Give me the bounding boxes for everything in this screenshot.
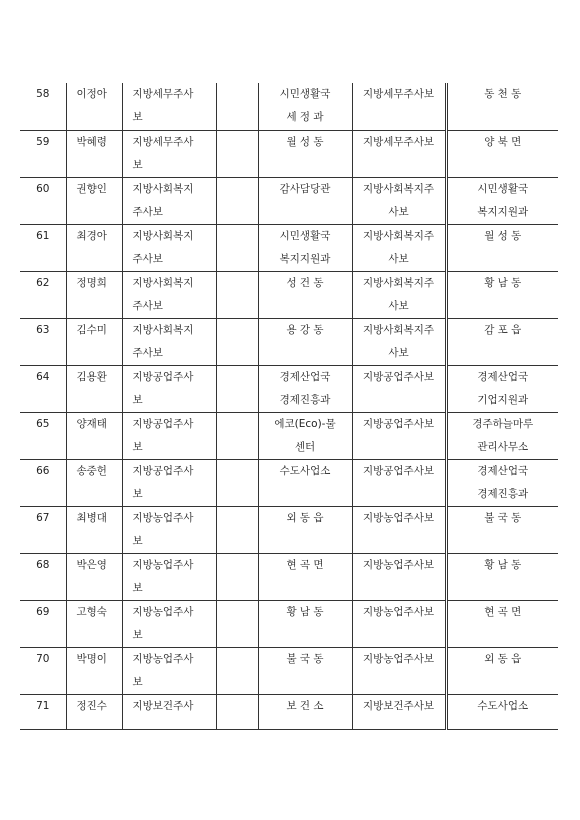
- new-department: [446, 459, 558, 506]
- table-row: [20, 271, 558, 318]
- current-grade-line: 지방사회복지: [132, 182, 194, 195]
- current-department-line: 경제산업국: [279, 370, 331, 383]
- employee-name: [66, 553, 122, 600]
- current-department-line: 세 정 과: [286, 111, 324, 123]
- employee-name-line: 최병대: [76, 511, 107, 524]
- employee-name-line: 박명이: [76, 652, 107, 665]
- current-grade-line: 주사보: [132, 205, 163, 218]
- current-grade-line: 지방공업주사: [132, 370, 194, 383]
- employee-name: [66, 694, 122, 729]
- current-department: [258, 412, 352, 459]
- employee-name-line: 송중헌: [76, 464, 107, 477]
- new-department-line: 불 국 동: [484, 511, 522, 524]
- new-grade: [352, 600, 446, 647]
- blank-cell: [216, 130, 258, 177]
- employee-name-line: 정진수: [76, 699, 107, 712]
- table-row: [20, 412, 558, 459]
- new-grade-line: 지방농업주사보: [362, 511, 434, 524]
- current-grade-line: 지방농업주사: [132, 605, 194, 618]
- employee-name: [66, 224, 122, 271]
- employee-name-line: 박혜령: [76, 135, 107, 148]
- current-grade-line: 보: [132, 628, 143, 641]
- employee-name: [66, 459, 122, 506]
- current-department: [258, 271, 352, 318]
- blank-cell: [216, 365, 258, 412]
- new-grade-line: 지방농업주사보: [362, 558, 434, 571]
- employee-name: [66, 600, 122, 647]
- new-department: [446, 412, 558, 459]
- current-department: [258, 694, 352, 729]
- new-grade: [352, 130, 446, 177]
- new-department-line: 외 동 읍: [484, 652, 522, 665]
- new-grade-line: 사보: [388, 252, 409, 265]
- current-grade-line: 지방농업주사: [132, 652, 194, 665]
- blank-cell: [216, 83, 258, 130]
- new-grade-line: 지방보건주사보: [362, 699, 434, 712]
- current-department-line: 센터: [294, 440, 316, 453]
- blank-cell: [216, 553, 258, 600]
- row-number-line: 69: [36, 605, 50, 618]
- current-grade: [122, 224, 216, 271]
- new-department: [446, 224, 558, 271]
- employee-name: [66, 130, 122, 177]
- row-number-line: 64: [36, 370, 50, 383]
- new-grade: [352, 83, 446, 130]
- employee-name: [66, 365, 122, 412]
- row-number-line: 66: [36, 464, 50, 477]
- table-row: [20, 553, 558, 600]
- current-grade-line: 지방농업주사: [132, 558, 194, 571]
- current-grade-line: 보: [132, 393, 143, 406]
- employee-name-line: 김용환: [76, 370, 107, 383]
- current-department: [258, 177, 352, 224]
- current-grade-line: 지방공업주사: [132, 417, 194, 430]
- new-grade-line: 지방사회복지주: [362, 323, 434, 336]
- row-number-line: 65: [36, 417, 50, 430]
- new-department: [446, 271, 558, 318]
- current-department-line: 황 남 동: [286, 605, 324, 618]
- row-number-line: 68: [36, 558, 50, 571]
- new-department-line: 경주하늘마루: [472, 417, 534, 430]
- new-grade-line: 지방농업주사보: [362, 652, 434, 665]
- current-department-line: 에코(Eco)-물: [274, 417, 336, 430]
- new-grade: [352, 224, 446, 271]
- new-grade: [352, 647, 446, 694]
- new-grade: [352, 459, 446, 506]
- new-grade: [352, 318, 446, 365]
- current-department-line: 현 곡 면: [286, 558, 324, 571]
- new-grade-line: 지방사회복지주: [362, 229, 434, 242]
- table-row: [20, 694, 558, 729]
- blank-cell: [216, 506, 258, 553]
- current-grade: [122, 365, 216, 412]
- current-grade-line: 보: [132, 158, 143, 171]
- new-grade: [352, 553, 446, 600]
- employee-name: [66, 506, 122, 553]
- current-grade-line: 주사보: [132, 346, 163, 359]
- current-grade-line: 지방세무주사: [132, 135, 194, 148]
- current-department: [258, 553, 352, 600]
- new-department-line: 경제산업국: [477, 370, 529, 383]
- employee-name-line: 고형숙: [76, 605, 107, 618]
- row-number: [20, 318, 66, 365]
- new-department: [446, 318, 558, 365]
- new-department-line: 관리사무소: [477, 440, 529, 453]
- current-grade: [122, 177, 216, 224]
- row-number: [20, 459, 66, 506]
- row-number-line: 59: [36, 135, 50, 148]
- current-grade-line: 지방보건주사: [132, 699, 194, 712]
- new-department-line: 시민생활국: [477, 182, 529, 195]
- employee-name-line: 정명희: [76, 276, 107, 289]
- employee-name-line: 박은영: [76, 558, 107, 571]
- employee-name: [66, 271, 122, 318]
- current-grade: [122, 130, 216, 177]
- table-row: [20, 506, 558, 553]
- blank-cell: [216, 177, 258, 224]
- new-grade-line: 지방세무주사보: [362, 88, 434, 100]
- current-grade-line: 지방사회복지: [132, 229, 194, 242]
- current-grade: [122, 553, 216, 600]
- row-number-line: 58: [36, 88, 50, 100]
- row-number: [20, 83, 66, 130]
- employee-name: [66, 318, 122, 365]
- current-grade: [122, 271, 216, 318]
- row-number-line: 62: [36, 276, 50, 289]
- current-grade-line: 지방공업주사: [132, 464, 194, 477]
- row-number: [20, 224, 66, 271]
- employee-name-line: 권향인: [76, 182, 107, 195]
- blank-cell: [216, 412, 258, 459]
- new-department: [446, 506, 558, 553]
- current-department: [258, 647, 352, 694]
- row-number-line: 71: [36, 699, 50, 712]
- blank-cell: [216, 694, 258, 729]
- current-department-line: 수도사업소: [279, 464, 331, 477]
- current-department-line: 시민생활국: [279, 88, 331, 100]
- employee-name-line: 이정아: [76, 88, 107, 100]
- new-grade-line: 지방공업주사보: [362, 464, 434, 477]
- table-row: [20, 600, 558, 647]
- row-number-line: 70: [36, 652, 50, 665]
- new-grade-line: 지방세무주사보: [362, 135, 434, 148]
- employee-name: [66, 177, 122, 224]
- new-department: [446, 365, 558, 412]
- row-number: [20, 506, 66, 553]
- new-department-line: 기업지원과: [477, 393, 529, 406]
- employee-name-line: 양재태: [76, 417, 107, 430]
- row-number-line: 63: [36, 323, 50, 336]
- blank-cell: [216, 459, 258, 506]
- employee-name: [66, 83, 122, 130]
- row-number-line: 60: [36, 182, 50, 195]
- row-number-line: 61: [36, 229, 50, 242]
- current-grade-line: 지방농업주사: [132, 511, 194, 524]
- new-grade-line: 지방농업주사보: [362, 605, 434, 618]
- new-grade: [352, 177, 446, 224]
- current-department: [258, 600, 352, 647]
- current-department-line: 외 동 읍: [286, 511, 324, 524]
- current-department-line: 보 건 소: [286, 699, 324, 712]
- current-department: [258, 224, 352, 271]
- current-grade: [122, 318, 216, 365]
- current-grade: [122, 600, 216, 647]
- new-department-line: 월 성 동: [484, 229, 522, 242]
- new-grade-line: 사보: [388, 346, 409, 359]
- new-department-line: 황 남 동: [484, 558, 522, 571]
- current-department-line: 감사담당관: [279, 182, 331, 195]
- row-number: [20, 553, 66, 600]
- current-department: [258, 83, 352, 130]
- current-grade-line: 지방사회복지: [132, 276, 194, 289]
- current-department: [258, 130, 352, 177]
- current-department-line: 월 성 동: [286, 135, 324, 148]
- current-grade-line: 보: [132, 440, 143, 453]
- new-grade: [352, 694, 446, 729]
- current-grade: [122, 506, 216, 553]
- employee-name-line: 김수미: [76, 323, 107, 336]
- new-grade: [352, 365, 446, 412]
- current-grade-line: 주사보: [132, 252, 163, 265]
- current-grade: [122, 647, 216, 694]
- current-grade-line: 보: [132, 111, 143, 123]
- new-department-line: 경제산업국: [477, 464, 529, 477]
- current-grade: [122, 694, 216, 729]
- row-number: [20, 600, 66, 647]
- new-department-line: 경제진흥과: [477, 487, 529, 500]
- new-department-line: 동 천 동: [484, 88, 522, 100]
- new-department-line: 감 포 읍: [484, 323, 522, 336]
- new-grade-line: 지방공업주사보: [362, 370, 434, 383]
- current-department-line: 불 국 동: [286, 652, 324, 665]
- new-grade-line: 지방사회복지주: [362, 182, 434, 195]
- table-row: [20, 318, 558, 365]
- current-department-line: 용 강 동: [286, 323, 324, 336]
- new-department-line: 양 북 면: [484, 135, 522, 148]
- row-number-line: 67: [36, 511, 50, 524]
- blank-cell: [216, 647, 258, 694]
- table-row: [20, 83, 558, 130]
- row-number: [20, 177, 66, 224]
- current-grade-line: 주사보: [132, 299, 163, 312]
- new-grade-line: 사보: [388, 299, 409, 312]
- blank-cell: [216, 224, 258, 271]
- current-department: [258, 506, 352, 553]
- personnel-table: [20, 83, 558, 730]
- row-number: [20, 271, 66, 318]
- new-grade: [352, 506, 446, 553]
- new-department-line: 황 남 동: [484, 276, 522, 289]
- new-department: [446, 694, 558, 729]
- current-department: [258, 459, 352, 506]
- row-number: [20, 694, 66, 729]
- blank-cell: [216, 271, 258, 318]
- current-department: [258, 318, 352, 365]
- new-department: [446, 177, 558, 224]
- blank-cell: [216, 318, 258, 365]
- current-grade: [122, 83, 216, 130]
- row-number: [20, 412, 66, 459]
- new-department-line: 현 곡 면: [484, 605, 522, 618]
- employee-name: [66, 647, 122, 694]
- new-department-line: 수도사업소: [477, 699, 529, 712]
- new-department-line: 복지지원과: [477, 205, 529, 218]
- current-grade-line: 지방사회복지: [132, 323, 194, 336]
- employee-name: [66, 412, 122, 459]
- current-grade-line: 보: [132, 487, 143, 500]
- table-row: [20, 224, 558, 271]
- current-department-line: 시민생활국: [279, 229, 331, 242]
- current-grade-line: 보: [132, 581, 143, 594]
- new-department: [446, 600, 558, 647]
- current-department-line: 복지지원과: [279, 252, 331, 265]
- new-grade-line: 사보: [388, 205, 409, 218]
- new-department: [446, 83, 558, 130]
- row-number: [20, 130, 66, 177]
- current-department: [258, 365, 352, 412]
- table-row: [20, 459, 558, 506]
- new-grade-line: 지방사회복지주: [362, 276, 434, 289]
- row-number: [20, 365, 66, 412]
- new-grade-line: 지방공업주사보: [362, 417, 434, 430]
- table-row: [20, 365, 558, 412]
- current-grade: [122, 459, 216, 506]
- current-grade-line: 지방세무주사: [132, 88, 194, 100]
- row-number: [20, 647, 66, 694]
- current-grade-line: 보: [132, 534, 143, 547]
- employee-name-line: 최경아: [76, 229, 107, 242]
- current-grade: [122, 412, 216, 459]
- current-department-line: 성 건 동: [286, 276, 324, 289]
- new-department: [446, 647, 558, 694]
- table-row: [20, 177, 558, 224]
- new-grade: [352, 271, 446, 318]
- current-department-line: 경제진흥과: [279, 393, 331, 406]
- table-row: [20, 647, 558, 694]
- new-grade: [352, 412, 446, 459]
- blank-cell: [216, 600, 258, 647]
- table-body: [20, 83, 558, 729]
- new-department: [446, 553, 558, 600]
- new-department: [446, 130, 558, 177]
- table-row: [20, 130, 558, 177]
- current-grade-line: 보: [132, 675, 143, 688]
